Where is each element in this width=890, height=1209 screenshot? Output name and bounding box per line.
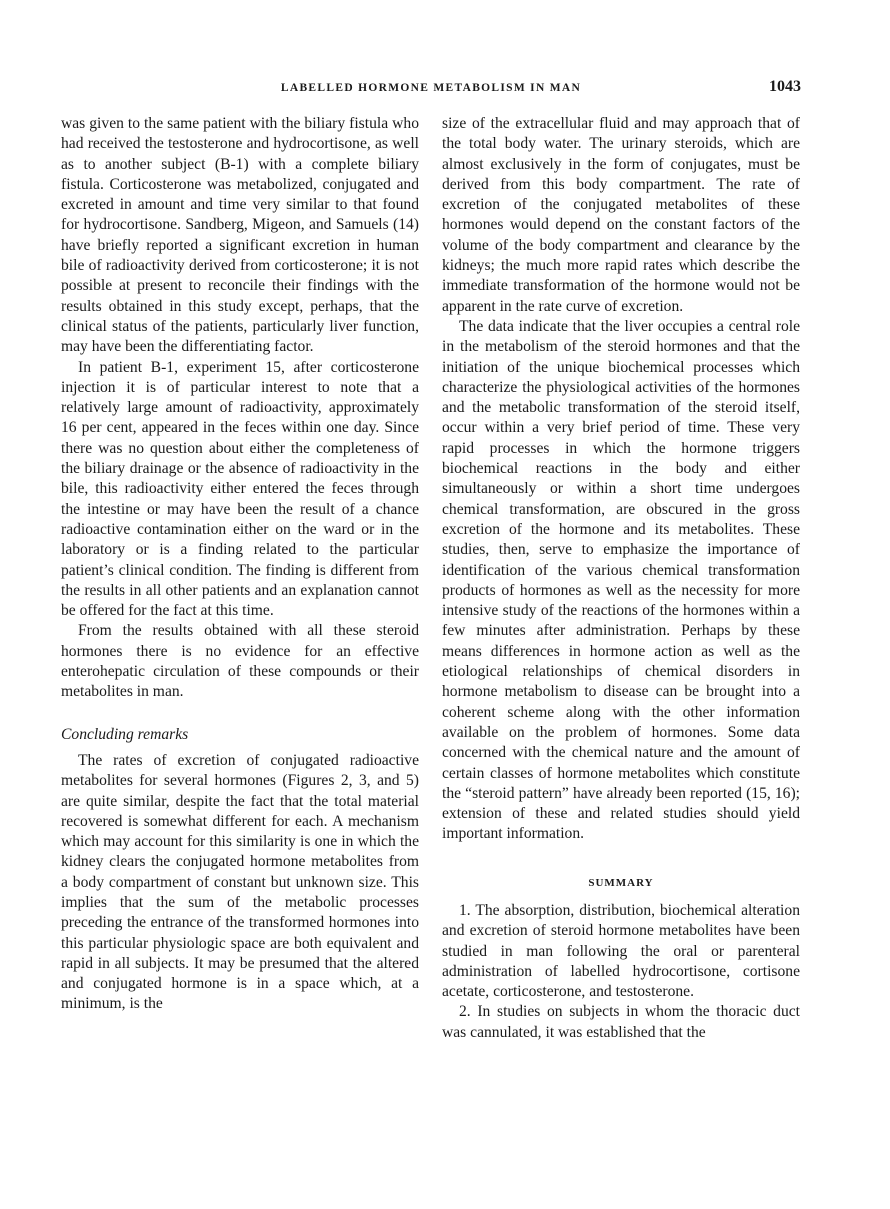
left-column xyxy=(61,114,419,1015)
page-header xyxy=(61,78,801,102)
page-number: 1043 xyxy=(769,78,801,95)
body-paragraph: From the results obtained with all these steroid hormones there is no evidence for an effective enterohepatic circulation of these compounds or their metabolites in man. xyxy=(61,622,419,701)
section-heading: Concluding remarks xyxy=(61,725,189,743)
right-column xyxy=(442,114,800,1043)
summary-item: 1. The absorption, distribution, biochemical alteration and excretion of steroid hormone metabolites have been studied in man following the oral or parenteral administration of labelled hydrocortisone, cortisone acetate, corticosterone, and testosterone. xyxy=(442,901,800,1001)
body-paragraph: In patient B-1, experiment 15, after corticosterone injection it is of particular interest to note that a relatively large amount of radioactivity, approximately 16 per cent, appeared in the feces within one day. Since there was no question about either the completeness of the biliary drainage or the absence of radioactivity in the bile, this radioactivity either entered the feces through the intestine or may have been the result of a chance radioactive contamination either on the ward or in the laboratory or is a finding related to the particular patient’s clinical condition. The finding is different from the results in all other patients and an explanation cannot be offered for the fact at this time. xyxy=(61,358,419,620)
summary-item: 2. In studies on subjects in whom the thoracic duct was cannulated, it was established that the xyxy=(442,1003,800,1041)
running-head: LABELLED HORMONE METABOLISM IN MAN xyxy=(280,82,582,94)
body-paragraph: size of the extracellular fluid and may approach that of the total body water. The urinary steroids, which are almost exclusively in the form of conjugates, must be derived from this body compartment. The rate of excretion of the conjugated metabolites of these hormones would depend on the constant factors of the volume of the body compartment and clearance by the kidneys; the much more rapid rates which describe the immediate transformation of the hormone would not be apparent in the rate curve of excretion. xyxy=(442,115,800,315)
summary-heading: SUMMARY xyxy=(588,876,654,889)
body-paragraph: The data indicate that the liver occupies a central role in the metabolism of the steroid hormones and that the initiation of the unique biochemical processes which characterize the physiological activities of the hormones and the metabolic transformation of the steroid itself, occur within a very brief period of time. These very rapid processes in which the hormone triggers biochemical reactions in the body and either simultaneously or within a short time undergoes chemical transformation, are obscured in the gross excretion of the hormone and its metabolites. These studies, then, serve to emphasize the importance of identification of the various chemical transformation products of hormones as well as the necessity for more intensive study of the reactions of the hormones within a few minutes after administration. Perhaps by these means differences in hormone action as well as the etiological relationships of chemical disorders in hormone metabolism to disease can be brought into a coherent scheme along with the other information available on the problem of hormones. Some data concerned with the chemical nature and the amount of certain classes of hormone metabolites which constitute the “steroid pattern” have already been reported (15, 16); extension of these and related studies should yield important information. xyxy=(442,317,800,843)
body-paragraph: was given to the same patient with the biliary fistula who had received the testosterone and hydrocortisone, as well as to another subject (B-1) with a complete biliary fistula. Corticosterone was metabolized, conjugated and excreted in amount and time very similar to that found for hydrocortisone. Sandberg, Migeon, and Samuels (14) have briefly reported a significant excretion in human bile of radioactivity derived from corticosterone; it is not possible at present to reconcile their findings with the results obtained in this study except, perhaps, that the clinical status of the patients, particularly liver function, may have been the differentiating factor. xyxy=(61,115,419,356)
body-paragraph: The rates of excretion of conjugated radioactive metabolites for several hormones (Figures 2, 3, and 5) are quite similar, despite the fact that the total material recovered is somewhat different for each. A mechanism which may account for this similarity is one in which the kidney clears the conjugated hormone metabolites from a body compartment of constant but unknown size. This implies that the sum of the metabolic processes preceding the entrance of the transformed hormones into this particular physiologic space are both equivalent and rapid in all subjects. It may be presumed that the altered and conjugated hormone is in a space which, at a minimum, is the xyxy=(61,751,419,1013)
